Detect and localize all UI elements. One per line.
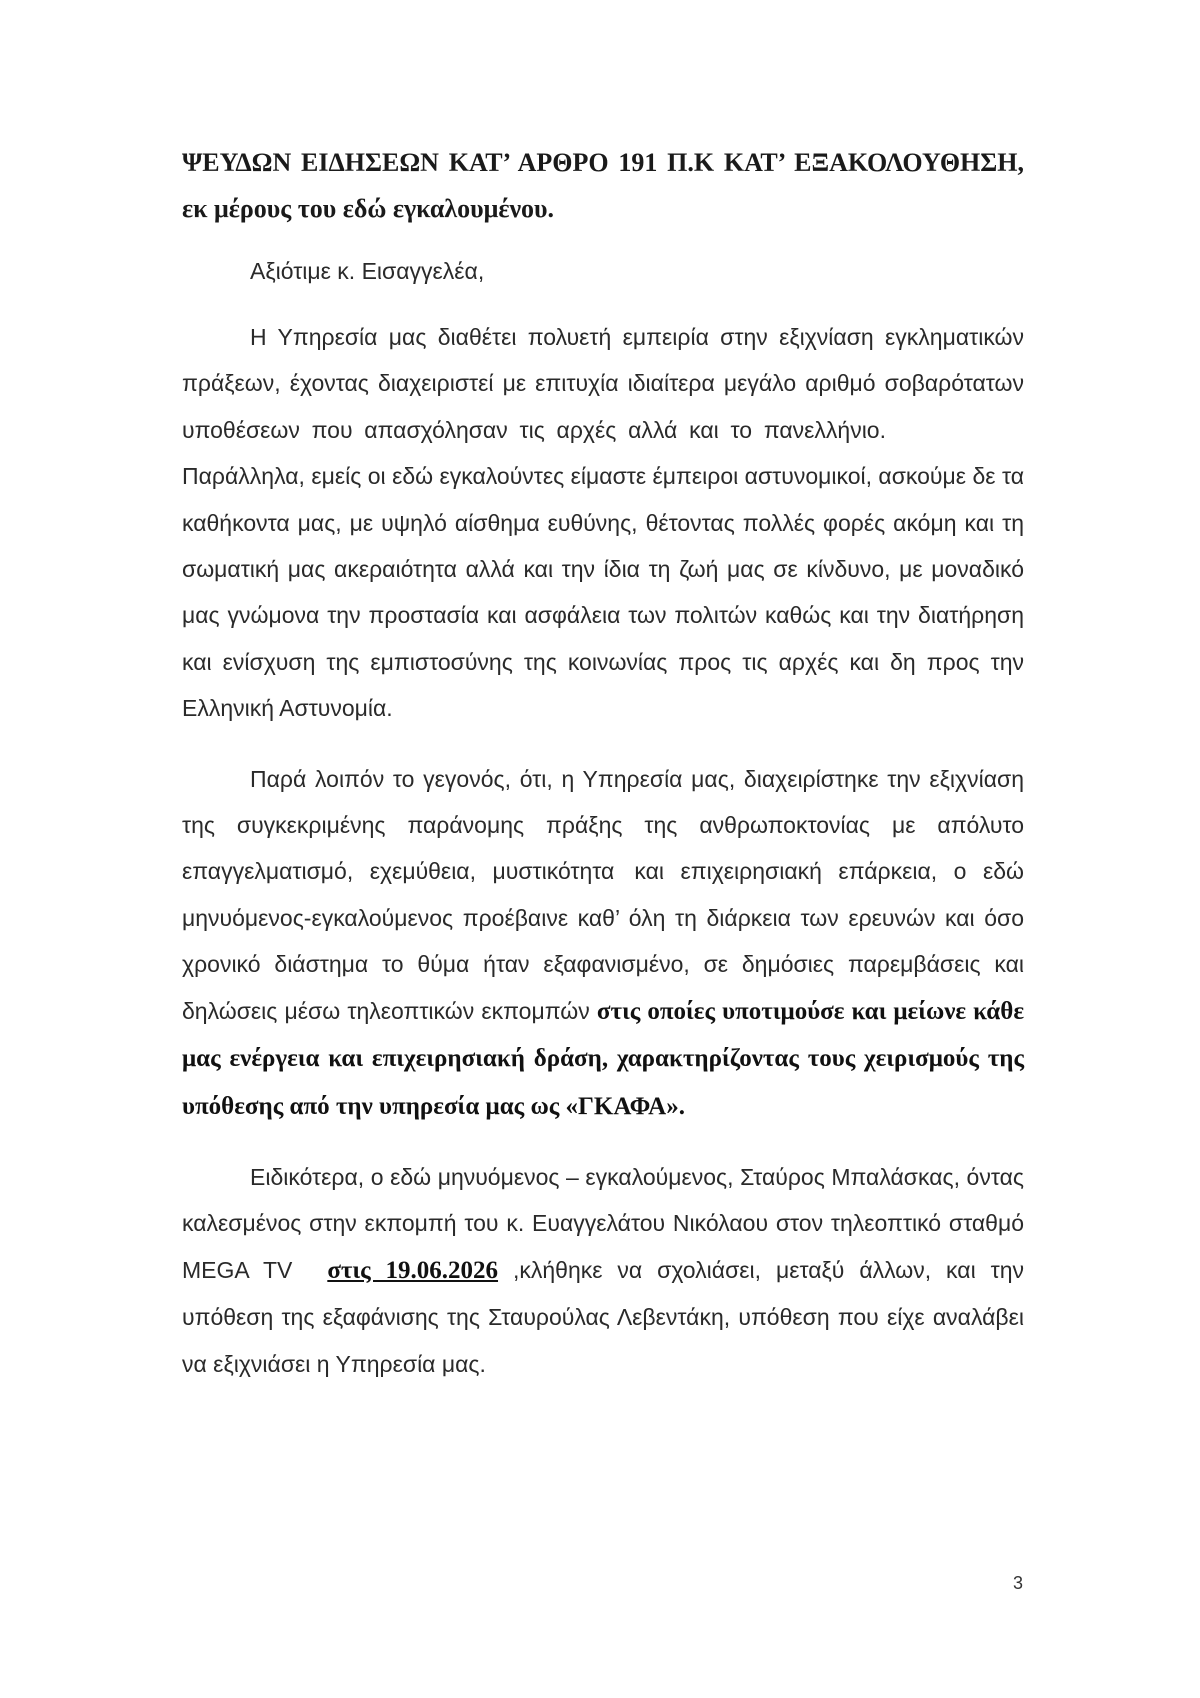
page-number: 3 <box>1013 1573 1024 1593</box>
document-body <box>182 140 1024 1411</box>
paragraph-experience <box>182 314 1024 732</box>
paragraph-experience-text-1: Η Υπηρεσία μας διαθέτει πολυετή εμπειρία στην εξιχνίαση εγκληματικών πράξεων, έχοντας διαχειριστεί με επιτυχία ιδιαίτερα μεγάλο αριθμό σοβαρότατων υποθέσεων που απασχόλησαν τις αρχές αλλά και το πανελλήνιο. <box>182 324 1024 443</box>
paragraph-investigation-text-1: Παρά λοιπόν το γεγονός, ότι, η Υπηρεσία μας, διαχειρίστηκε την εξιχνίαση της συγκεκριμένης παράνομης πράξης της ανθρωποκτονίας με απόλυτο επαγγελματισμό, εχεμύθεια, μυστικότητα <box>182 765 1024 885</box>
paragraph-details-text-1: Ειδικότερα, ο εδώ μηνυόμενος – εγκαλούμενος, Σταύρος Μπαλάσκας, όντας καλεσμένος στην εκπομπή του κ. Ευαγγελάτου Νικόλαου στον τηλεοπτικό σταθμό MEGA TV <box>182 1163 1024 1283</box>
paragraph-investigation <box>182 756 1024 1130</box>
paragraph-investigation-text-2: και επιχειρησιακή επάρκεια, ο εδώ μηνυόμενος-εγκαλούμενος προέβαινε καθ’ όλη τη διάρκεια των ερευνών και όσο χρονικό διάστημα το θύμα ήταν εξαφανισμένο, σε δημόσιες παρεμβάσεις και δηλώσεις μέσω τηλεοπτικών εκπομπών <box>182 858 1024 1024</box>
document-heading <box>182 140 1024 232</box>
paragraph-details <box>182 1154 1024 1387</box>
paragraph-investigation-bold: στις οποίες υποτιμούσε και μείωνε κάθε μας ενέργεια και επιχειρησιακή δράση, χαρακτηρίζοντας τους χειρισμούς της υπόθεσης από την υπηρεσία μας ως «ΓΚΑΦΑ». <box>182 997 1024 1120</box>
heading-subtitle: , εκ μέρους του εδώ εγκαλουμένου. <box>182 148 1024 223</box>
broadcast-date: στις 19.06.2026 <box>327 1256 499 1284</box>
salutation: Αξιότιμε κ. Εισαγγελέα, <box>250 258 485 284</box>
heading-title: ΨΕΥΔΩΝ ΕΙΔΗΣΕΩΝ ΚΑΤ’ ΑΡΘΡΟ 191 Π.Κ ΚΑΤ’ ΕΞΑΚΟΛΟΥΘΗΣΗ <box>182 148 1018 177</box>
paragraph-details-text-2: ,κλήθηκε να σχολιάσει, μεταξύ άλλων, και την υπόθεση της εξαφάνισης της Σταυρούλας Λεβεντάκη, υπόθεση που είχε αναλάβει να εξιχνιάσει η Υπηρεσία μας. <box>182 1256 1024 1377</box>
paragraph-experience-text-2: Παράλληλα, εμείς οι εδώ εγκαλούντες είμαστε έμπειροι αστυνομικοί, ασκούμε δε τα καθήκοντα μας, με υψηλό αίσθημα ευθύνης, θέτοντας πολλές φορές ακόμη και τη σωματική μας ακεραιότητα αλλά και την ίδια τη ζωή μας σε κίνδυνο, με μοναδικό μας γνώμονα την προστασία και ασφάλεια των πολιτών καθώς και την διατήρηση και ενίσχυση της εμπιστοσύνης της κοινωνίας προς τις αρχές και δη προς την Ελληνική Αστυνομία. <box>182 463 1024 722</box>
